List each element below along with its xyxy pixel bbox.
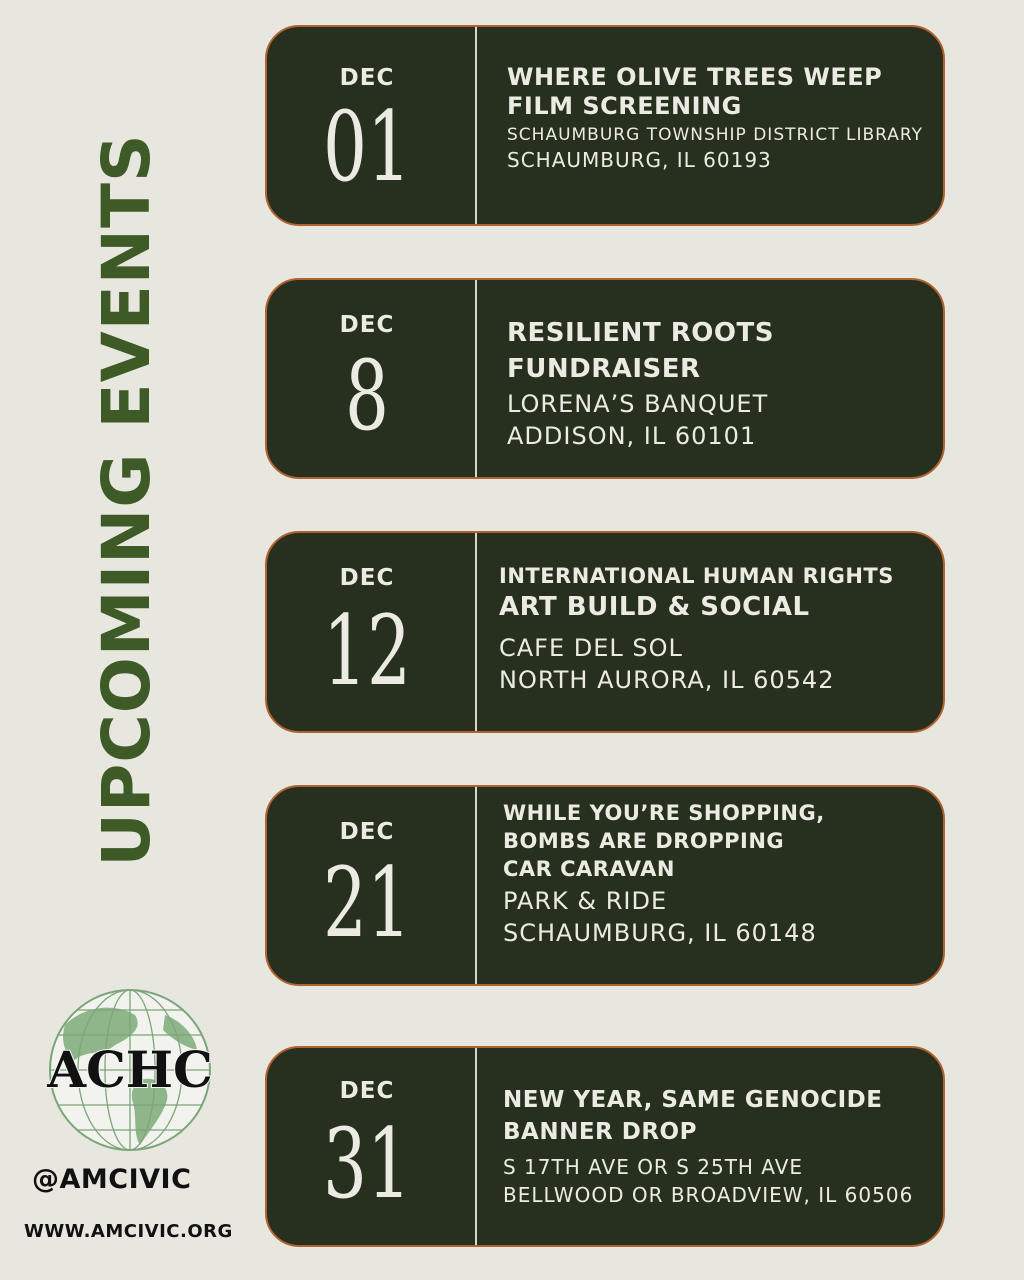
event-title-line: BOMBS ARE DROPPING — [503, 829, 785, 853]
event-date — [267, 280, 467, 477]
event-info — [499, 563, 933, 696]
event-info — [507, 314, 933, 452]
event-title-line: INTERNATIONAL HUMAN RIGHTS — [499, 564, 894, 588]
event-title-line: CAR CARAVAN — [503, 857, 675, 881]
event-day: 31 — [323, 1108, 411, 1220]
event-title-line: WHILE YOU’RE SHOPPING, — [503, 801, 825, 825]
event-venue: CAFE DEL SOL — [499, 634, 683, 662]
achc-globe-logo — [45, 985, 215, 1155]
event-venue: SCHAUMBURG TOWNSHIP DISTRICT LIBRARY — [507, 125, 923, 145]
event-card-dec-31[interactable] — [265, 1046, 945, 1247]
event-card-dec-12[interactable] — [265, 531, 945, 733]
event-title-line: ART BUILD & SOCIAL — [499, 592, 810, 622]
event-title-line: BANNER DROP — [503, 1119, 697, 1145]
event-month: DEC — [339, 1078, 395, 1104]
card-divider — [475, 27, 477, 224]
event-card-dec-01[interactable] — [265, 25, 945, 226]
event-address: SCHAUMBURG, IL 60148 — [503, 919, 817, 947]
event-card-dec-08[interactable] — [265, 278, 945, 479]
upcoming-events-title: UPCOMING EVENTS — [88, 133, 165, 867]
event-day: 8 — [345, 340, 389, 452]
event-venue: S 17TH AVE OR S 25TH AVE — [503, 1155, 804, 1179]
event-info — [503, 1084, 933, 1209]
event-day: 21 — [323, 847, 411, 959]
social-handle[interactable]: @AMCIVIC — [32, 1164, 192, 1195]
card-divider — [475, 533, 477, 731]
event-address: ADDISON, IL 60101 — [507, 422, 757, 450]
logo-text: ACHC — [47, 1040, 213, 1099]
event-address: SCHAUMBURG, IL 60193 — [507, 148, 772, 172]
event-title-line: NEW YEAR, SAME GENOCIDE — [503, 1087, 883, 1113]
event-title-line: WHERE OLIVE TREES WEEP — [507, 63, 883, 91]
event-info — [507, 63, 933, 174]
card-divider — [475, 787, 477, 984]
event-venue: LORENA’S BANQUET — [507, 390, 769, 418]
event-title-line: RESILIENT ROOTS — [507, 318, 774, 348]
event-date — [267, 1048, 467, 1245]
event-title-line: FILM SCREENING — [507, 92, 742, 120]
event-date — [267, 787, 467, 984]
event-month: DEC — [339, 565, 395, 591]
event-info — [503, 799, 933, 949]
event-title-line: FUNDRAISER — [507, 354, 701, 384]
event-month: DEC — [339, 312, 395, 338]
website-link[interactable]: WWW.AMCIVIC.ORG — [24, 1221, 233, 1242]
event-card-dec-21[interactable] — [265, 785, 945, 986]
event-date — [267, 27, 467, 224]
event-day: 12 — [323, 595, 411, 707]
event-venue: PARK & RIDE — [503, 887, 668, 915]
event-date — [267, 533, 467, 731]
card-divider — [475, 1048, 477, 1245]
event-day: 01 — [323, 91, 411, 203]
event-address: NORTH AURORA, IL 60542 — [499, 666, 835, 694]
event-month: DEC — [339, 819, 395, 845]
event-address: BELLWOOD OR BROADVIEW, IL 60506 — [503, 1183, 914, 1207]
card-divider — [475, 280, 477, 477]
event-month: DEC — [339, 65, 395, 91]
